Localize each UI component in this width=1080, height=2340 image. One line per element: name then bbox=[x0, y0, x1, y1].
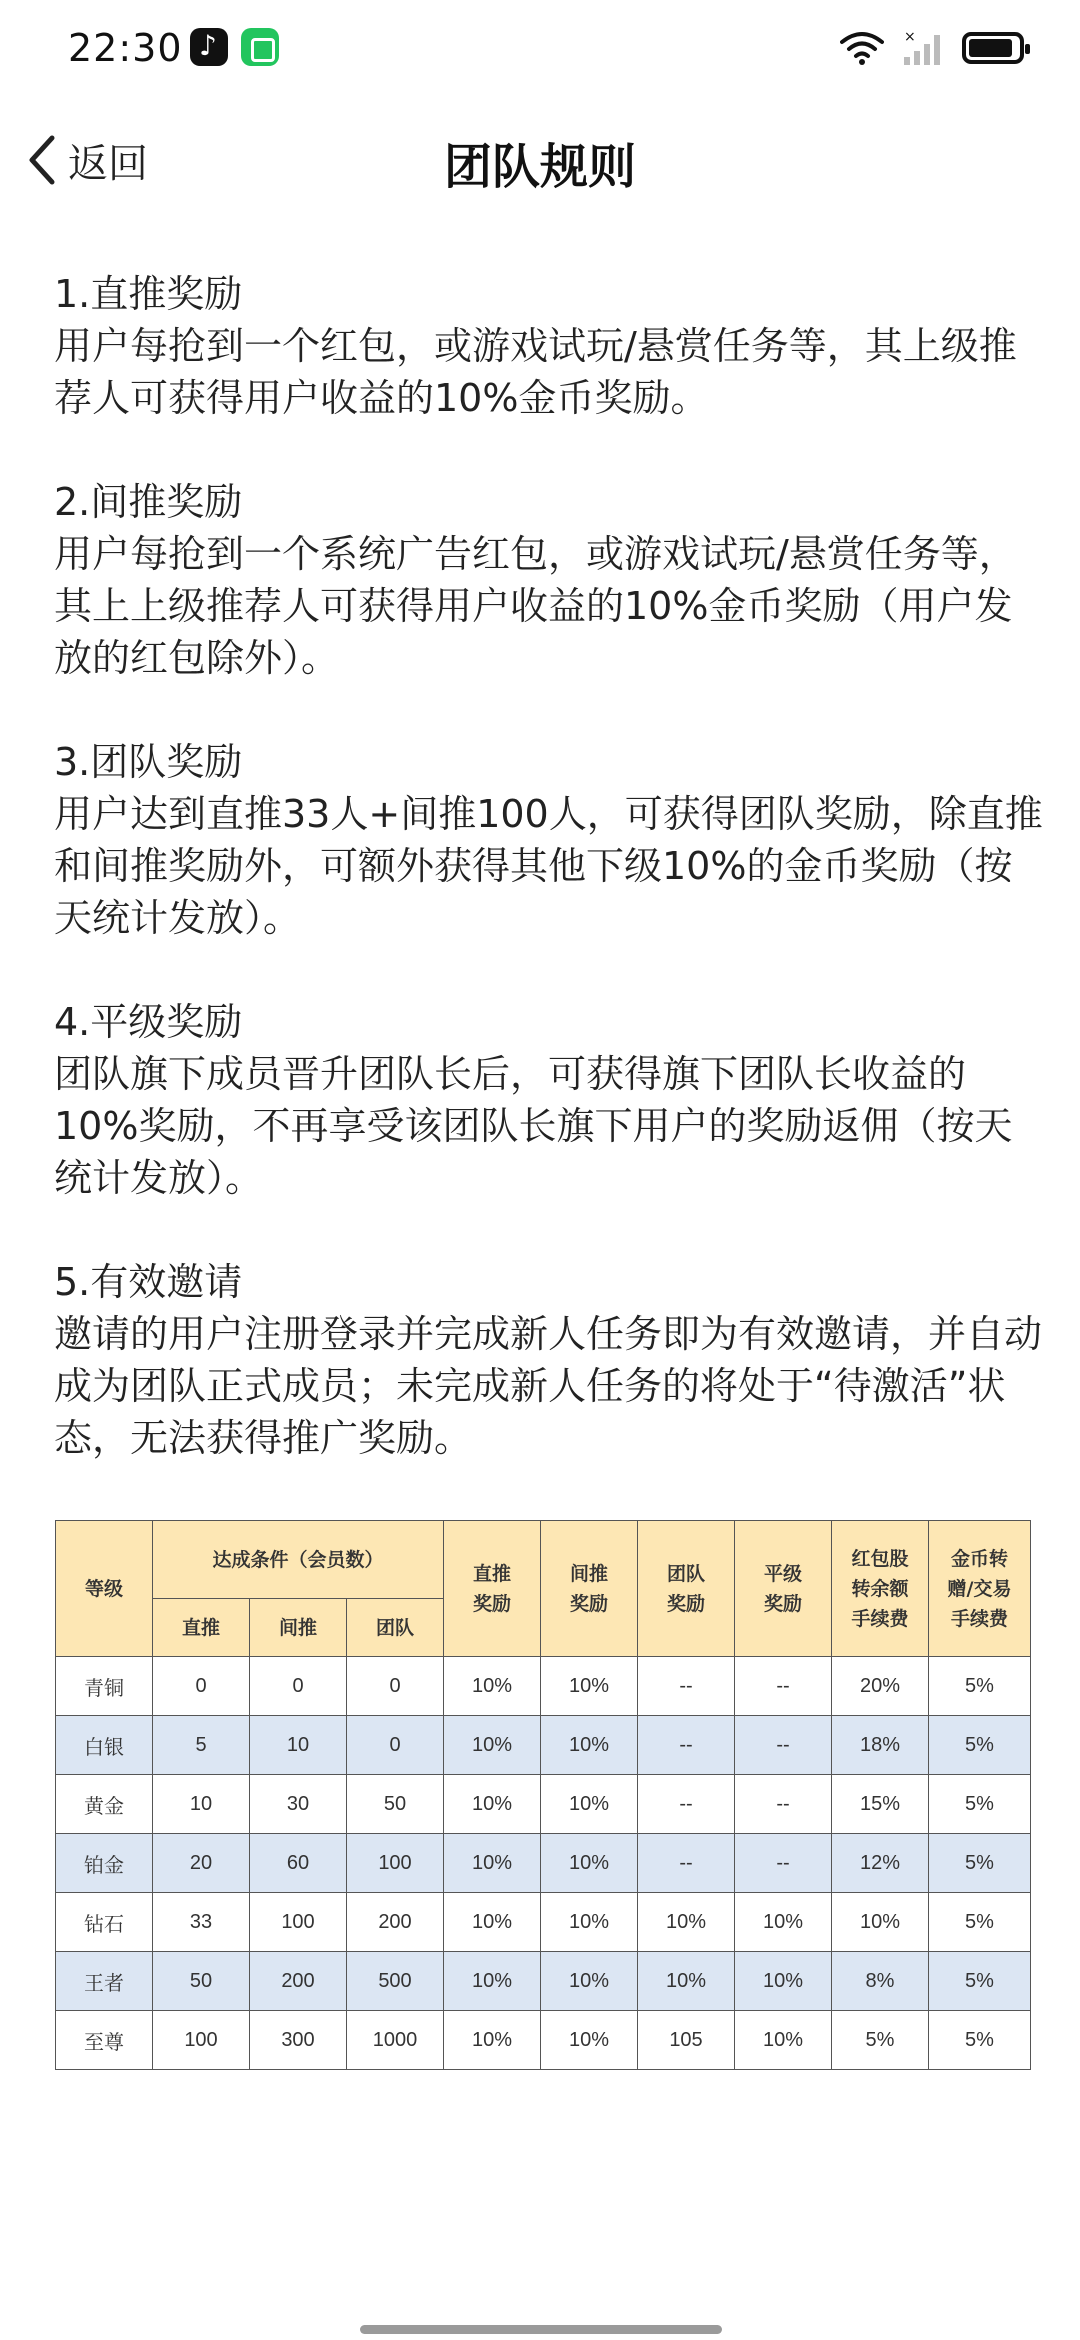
table-cell: 500 bbox=[347, 1952, 444, 2011]
table-cell: 100 bbox=[250, 1893, 347, 1952]
header-sub-indirect: 间推 bbox=[250, 1599, 347, 1657]
table-cell: 5 bbox=[153, 1716, 250, 1775]
table-row bbox=[56, 1952, 1031, 2011]
table-cell: 50 bbox=[347, 1775, 444, 1834]
table-cell: 5% bbox=[929, 1893, 1031, 1952]
table-cell: 5% bbox=[929, 1775, 1031, 1834]
table-cell: 5% bbox=[929, 2011, 1031, 2070]
table-cell: 10% bbox=[638, 1893, 735, 1952]
table-row bbox=[56, 2011, 1031, 2070]
table-cell: -- bbox=[638, 1834, 735, 1893]
battery-icon bbox=[962, 32, 1024, 64]
table-row bbox=[56, 1775, 1031, 1834]
table-cell: -- bbox=[735, 1834, 832, 1893]
table-cell: 0 bbox=[153, 1657, 250, 1716]
table-cell: 0 bbox=[250, 1657, 347, 1716]
table-cell: 10% bbox=[541, 1893, 638, 1952]
header-team-reward: 团队 奖励 bbox=[638, 1521, 735, 1657]
rule-item bbox=[54, 996, 1044, 1204]
table-cell: 200 bbox=[347, 1893, 444, 1952]
table-cell: 10 bbox=[250, 1716, 347, 1775]
table-body bbox=[56, 1657, 1031, 2070]
table-cell: -- bbox=[638, 1657, 735, 1716]
table-cell: 10% bbox=[444, 1716, 541, 1775]
table-cell: 200 bbox=[250, 1952, 347, 2011]
table-cell: 10% bbox=[832, 1893, 929, 1952]
table-cell: 10% bbox=[735, 2011, 832, 2070]
svg-text:×: × bbox=[904, 29, 916, 45]
table-cell: 12% bbox=[832, 1834, 929, 1893]
table-cell: 10 bbox=[153, 1775, 250, 1834]
table-cell: 10% bbox=[541, 1775, 638, 1834]
tiktok-icon bbox=[190, 28, 228, 66]
table-cell: 60 bbox=[250, 1834, 347, 1893]
table-row bbox=[56, 1834, 1031, 1893]
level-cell: 白银 bbox=[56, 1716, 153, 1775]
header-redpack-fee: 红包股 转余额 手续费 bbox=[832, 1521, 929, 1657]
table-cell: 8% bbox=[832, 1952, 929, 2011]
table-cell: 5% bbox=[929, 1952, 1031, 2011]
table-cell: 100 bbox=[153, 2011, 250, 2070]
nav-header bbox=[0, 110, 1080, 210]
table-cell: 5% bbox=[929, 1834, 1031, 1893]
table-cell: 10% bbox=[444, 1775, 541, 1834]
level-cell: 青铜 bbox=[56, 1657, 153, 1716]
table-cell: 10% bbox=[444, 1893, 541, 1952]
table-cell: 50 bbox=[153, 1952, 250, 2011]
header-conditions: 达成条件（会员数） bbox=[153, 1521, 444, 1599]
rule-item bbox=[54, 268, 1044, 424]
table-cell: 5% bbox=[929, 1657, 1031, 1716]
table-cell: 105 bbox=[638, 2011, 735, 2070]
table-cell: 10% bbox=[638, 1952, 735, 2011]
table-cell: -- bbox=[638, 1775, 735, 1834]
back-label: 返回 bbox=[68, 140, 148, 187]
rule-body: 用户每抢到一个红包，或游戏试玩/悬赏任务等，其上级推荐人可获得用户收益的10%金币奖励。 bbox=[54, 324, 1017, 420]
table-cell: 10% bbox=[444, 1657, 541, 1716]
table-row bbox=[56, 1893, 1031, 1952]
header-sub-direct: 直推 bbox=[153, 1599, 250, 1657]
table-cell: 10% bbox=[541, 1657, 638, 1716]
table-cell: -- bbox=[735, 1657, 832, 1716]
table-cell: 20% bbox=[832, 1657, 929, 1716]
table-cell: 10% bbox=[735, 1952, 832, 2011]
rule-body: 邀请的用户注册登录并完成新人任务即为有效邀请，并自动成为团队正式成员；未完成新人任务的将处于“待激活”状态，无法获得推广奖励。 bbox=[54, 1312, 1043, 1460]
status-bar bbox=[0, 0, 1080, 100]
rule-body: 用户每抢到一个系统广告红包，或游戏试玩/悬赏任务等，其上上级推荐人可获得用户收益的10%金币奖励（用户发放的红包除外）。 bbox=[54, 532, 1017, 680]
green-app-icon bbox=[241, 28, 279, 66]
table-cell: 100 bbox=[347, 1834, 444, 1893]
table-cell: -- bbox=[735, 1716, 832, 1775]
rule-title: 4.平级奖励 bbox=[54, 1000, 243, 1044]
table-cell: 10% bbox=[541, 1834, 638, 1893]
table-cell: -- bbox=[735, 1775, 832, 1834]
status-icons bbox=[840, 28, 1024, 68]
table-cell: 10% bbox=[541, 1716, 638, 1775]
header-peer-reward: 平级 奖励 bbox=[735, 1521, 832, 1657]
table-cell: 5% bbox=[929, 1716, 1031, 1775]
table-cell: 300 bbox=[250, 2011, 347, 2070]
table-cell: 1000 bbox=[347, 2011, 444, 2070]
table-cell: 15% bbox=[832, 1775, 929, 1834]
rule-item bbox=[54, 736, 1044, 944]
rules-list bbox=[54, 268, 1044, 1516]
rule-item bbox=[54, 1256, 1044, 1464]
rule-title: 5.有效邀请 bbox=[54, 1260, 243, 1304]
status-time: 22:30 bbox=[68, 26, 183, 70]
table-cell: 10% bbox=[541, 2011, 638, 2070]
level-cell: 铂金 bbox=[56, 1834, 153, 1893]
rule-item bbox=[54, 476, 1044, 684]
table-cell: 5% bbox=[832, 2011, 929, 2070]
table-cell: 0 bbox=[347, 1716, 444, 1775]
table-cell: 10% bbox=[444, 1834, 541, 1893]
rule-title: 3.团队奖励 bbox=[54, 740, 243, 784]
header-direct-reward: 直推 奖励 bbox=[444, 1521, 541, 1657]
rule-body: 团队旗下成员晋升团队长后，可获得旗下团队长收益的10%奖励，不再享受该团队长旗下用户的奖励返佣（按天统计发放）。 bbox=[54, 1052, 1013, 1200]
level-cell: 钻石 bbox=[56, 1893, 153, 1952]
rule-title: 2.间推奖励 bbox=[54, 480, 243, 524]
page-title: 团队规则 bbox=[443, 139, 636, 195]
table-cell: 10% bbox=[444, 2011, 541, 2070]
header-indirect-reward: 间推 奖励 bbox=[541, 1521, 638, 1657]
level-cell: 至尊 bbox=[56, 2011, 153, 2070]
header-sub-team: 团队 bbox=[347, 1599, 444, 1657]
header-coin-fee: 金币转 赠/交易 手续费 bbox=[929, 1521, 1031, 1657]
table-cell: -- bbox=[638, 1716, 735, 1775]
rule-body: 用户达到直推33人+间推100人，可获得团队奖励，除直推和间推奖励外，可额外获得其他下级10%的金币奖励（按天统计发放）。 bbox=[54, 792, 1043, 940]
level-table bbox=[55, 1520, 1031, 2070]
table-row bbox=[56, 1716, 1031, 1775]
table-cell: 33 bbox=[153, 1893, 250, 1952]
table-cell: 20 bbox=[153, 1834, 250, 1893]
signal-icon bbox=[900, 29, 946, 67]
wifi-icon bbox=[840, 30, 884, 66]
table-cell: 18% bbox=[832, 1716, 929, 1775]
level-table-container bbox=[55, 1520, 1030, 2070]
home-indicator[interactable] bbox=[360, 2325, 722, 2334]
table-cell: 10% bbox=[444, 1952, 541, 2011]
header-level: 等级 bbox=[56, 1521, 153, 1657]
level-cell: 王者 bbox=[56, 1952, 153, 2011]
table-row bbox=[56, 1657, 1031, 1716]
table-cell: 0 bbox=[347, 1657, 444, 1716]
table-cell: 30 bbox=[250, 1775, 347, 1834]
rule-title: 1.直推奖励 bbox=[54, 272, 243, 316]
table-cell: 10% bbox=[541, 1952, 638, 2011]
level-cell: 黄金 bbox=[56, 1775, 153, 1834]
table-cell: 10% bbox=[735, 1893, 832, 1952]
